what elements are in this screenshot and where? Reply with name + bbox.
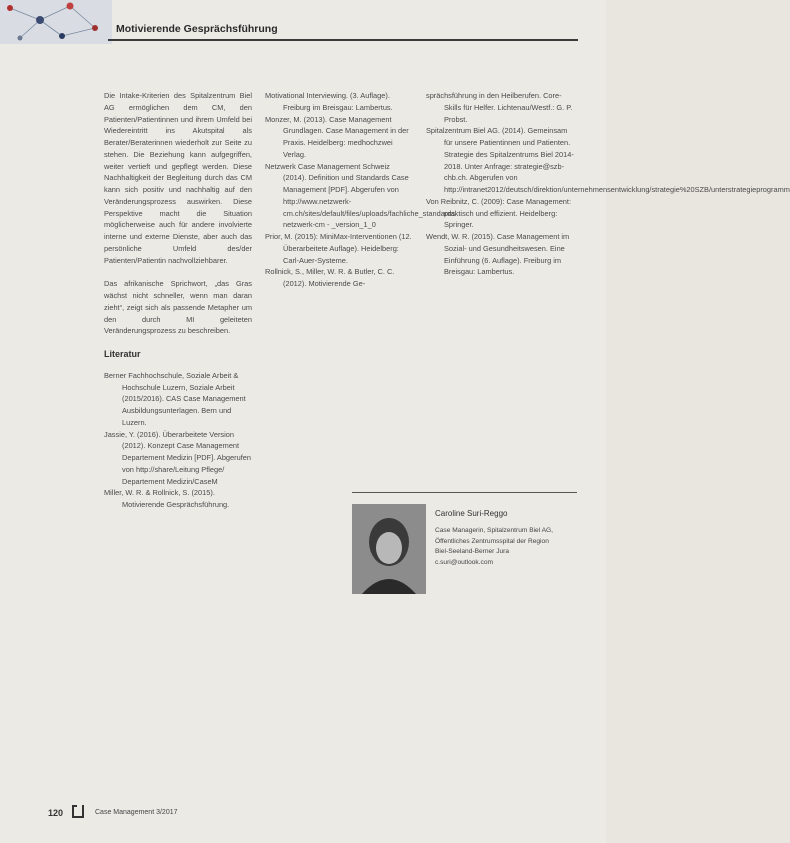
reference-item: Miller, W. R. & Rollnick, S. (2015). Motivierende Gesprächsführung. (104, 488, 230, 509)
author-photo (352, 504, 426, 594)
reference-item: Berner Fachhochschule, Soziale Arbeit & Hochschule Luzern, Soziale Arbeit (2015/2016). CAS Case Management Ausbildungsunterlagen. Bern und Luzern. (104, 370, 246, 427)
header-rule (108, 39, 578, 41)
reference-item: sprächsführung in den Heilberufen. Core-Skills für Helfer. Lichtenau/Westf.: G. P. Probst. (426, 91, 573, 124)
author-name: Caroline Suri-Reggo (435, 509, 508, 518)
body-paragraph: Das afrikanische Sprichwort, „das Gras wächst nicht schneller, wenn man daran zieht“, zeigt sich als passende Metapher um den durch MI geleiteten Veränderungsprozess zu beschreiben. (104, 279, 252, 336)
page-number: 120 (48, 808, 64, 818)
author-rule (352, 492, 577, 493)
journal-name: Case Management 3/2017 (95, 809, 178, 816)
author-info-line: Biel-Seeland-Berner Jura (435, 548, 510, 555)
molecule-network-graphic (0, 0, 112, 44)
column-3 (426, 90, 790, 278)
reference-item: Motivational Interviewing. (3. Auflage). Freiburg im Breisgau: Lambertus. (265, 91, 393, 112)
reference-item: Spitalzentrum Biel AG. (2014). Gemeinsam für unsere Patientinnen und Patienten. Strategie des Spitalzentrums Biel 2014- 2018. Unter Anfrage: strategie@szb-chb.ch. Abgerufen von http://intranet2012/deutsch/direktion/unternehmensentwicklung/strategie%20SZB/unterstrategieprogramm (426, 126, 790, 194)
reference-item: Monzer, M. (2013). Case Management Grundlagen. Case Management in der Praxis. Heidelberg: medhochzwei Verlag. (265, 114, 409, 159)
author-email: c.suri@outlook.com (435, 558, 493, 566)
reference-item: Netzwerk Case Management Schweiz (2014). Definition und Standards Case Management [PDF]. Abgerufen von http://www.netzwerk-cm.ch/sites/default/files/uploads/fachliche_standards netzwerk-cm - _version_1_0 (265, 161, 456, 230)
body-paragraph: Die Intake-Kriterien des Spitalzentrum Biel AG ermöglichen dem CM, den Patienten/Patientinnen und ihrem Umfeld bei Wiedereintritt ins Akutspital als Berater/Beraterinnen wiederholt zur Seite zu stehen. Die Beziehung kann aufgegriffen, weiter vertieft und gepflegt werden. Diese Nachhaltigkeit der Begleitung durch das CM kann sich positiv und nachhaltig auf den Veränderungsprozess auswirken. Diese Perspektive macht die Situation möglicherweise auch für andere involvierte interne und externe Dienste, aber auch das persönliche Umfeld des/der Patienten/Patientin nachvollziehbarer. (104, 91, 252, 265)
reference-item: Jassie, Y. (2016). Überarbeitete Version (2012). Konzept Case Management Departement Medizin [PDF]. Abgerufen von http://share/Leitung Pflege/ Departement Medizin/CaseM (104, 429, 251, 486)
author-info-line: Case Managerin, Spitalzentrum Biel AG, (435, 527, 554, 534)
journal-logo-icon (72, 805, 84, 818)
author-box (352, 492, 577, 602)
section-title: Motivierende Gesprächsführung (116, 23, 278, 35)
author-info-line: Öffentliches Zentrumsspital der Region (435, 537, 549, 545)
reference-item: Rollnick, S., Miller, W. R. & Butler, C. C. (2012). Motivierende Ge- (265, 267, 395, 288)
literature-heading: Literatur (104, 349, 141, 359)
reference-item: Prior, M. (2015): MiniMax-Interventionen (12. Überarbeitete Auflage). Heidelberg: Carl-Auer-Systeme. (265, 232, 412, 265)
author-info (435, 526, 553, 568)
column-2 (265, 90, 456, 290)
reference-item: Wendt, W. R. (2015). Case Management im Sozial- und Gesundheitswesen. Eine Einführung (6. Auflage). Freiburg im Breisgau: Lambertus. (426, 232, 570, 277)
reference-item: Von Reibnitz, C. (2009): Case Management: praktisch und effizient. Heidelberg: Springer. (426, 196, 572, 230)
column-1 (104, 90, 252, 511)
